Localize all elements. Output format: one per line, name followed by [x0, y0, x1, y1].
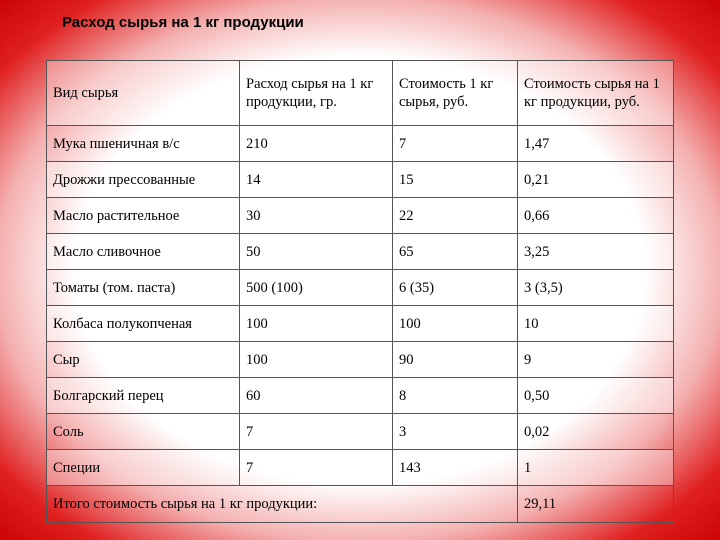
header-cell: Стоимость сырья на 1 кг продукции, руб.: [518, 61, 674, 126]
cost-cell: 10: [518, 306, 674, 342]
slide-title: Расход сырья на 1 кг продукции: [62, 14, 304, 31]
price-cell: 22: [393, 198, 518, 234]
table-row: [47, 378, 674, 414]
material-name-cell: Сыр: [47, 342, 240, 378]
cost-cell: 0,50: [518, 378, 674, 414]
table-row: [47, 126, 674, 162]
cost-cell: 3,25: [518, 234, 674, 270]
consumption-cell: 60: [240, 378, 393, 414]
material-name-cell: Болгарский перец: [47, 378, 240, 414]
material-name-cell: Масло сливочное: [47, 234, 240, 270]
consumption-cell: 14: [240, 162, 393, 198]
total-label: Итого стоимость сырья на 1 кг продукции:: [47, 486, 518, 523]
material-name-cell: Дрожжи прессованные: [47, 162, 240, 198]
consumption-cell: 7: [240, 414, 393, 450]
table-row: [47, 234, 674, 270]
consumption-cell: 500 (100): [240, 270, 393, 306]
cost-cell: 1: [518, 450, 674, 486]
material-name-cell: Соль: [47, 414, 240, 450]
table-row: [47, 198, 674, 234]
table-header-row: [47, 61, 674, 126]
price-cell: 65: [393, 234, 518, 270]
consumption-cell: 50: [240, 234, 393, 270]
cost-cell: 3 (3,5): [518, 270, 674, 306]
price-cell: 15: [393, 162, 518, 198]
consumption-cell: 100: [240, 342, 393, 378]
price-cell: 7: [393, 126, 518, 162]
cost-cell: 9: [518, 342, 674, 378]
table-row: [47, 306, 674, 342]
price-cell: 6 (35): [393, 270, 518, 306]
cost-cell: 1,47: [518, 126, 674, 162]
price-cell: 143: [393, 450, 518, 486]
price-cell: 8: [393, 378, 518, 414]
table-row: [47, 342, 674, 378]
table-row: [47, 270, 674, 306]
total-value: 29,11: [518, 486, 674, 523]
table-row: [47, 450, 674, 486]
header-cell: Стоимость 1 кг сырья, руб.: [393, 61, 518, 126]
material-name-cell: Мука пшеничная в/с: [47, 126, 240, 162]
table-row: [47, 414, 674, 450]
cost-cell: 0,21: [518, 162, 674, 198]
cost-cell: 0,02: [518, 414, 674, 450]
total-row: [47, 486, 674, 523]
consumption-cell: 100: [240, 306, 393, 342]
material-name-cell: Томаты (том. паста): [47, 270, 240, 306]
price-cell: 90: [393, 342, 518, 378]
cost-cell: 0,66: [518, 198, 674, 234]
material-name-cell: Масло растительное: [47, 198, 240, 234]
price-cell: 3: [393, 414, 518, 450]
table-row: [47, 162, 674, 198]
raw-materials-table: [46, 60, 674, 523]
header-cell: Расход сырья на 1 кг продукции, гр.: [240, 61, 393, 126]
consumption-cell: 30: [240, 198, 393, 234]
material-name-cell: Специи: [47, 450, 240, 486]
material-name-cell: Колбаса полукопченая: [47, 306, 240, 342]
header-cell: Вид сырья: [47, 61, 240, 126]
consumption-cell: 7: [240, 450, 393, 486]
consumption-cell: 210: [240, 126, 393, 162]
price-cell: 100: [393, 306, 518, 342]
